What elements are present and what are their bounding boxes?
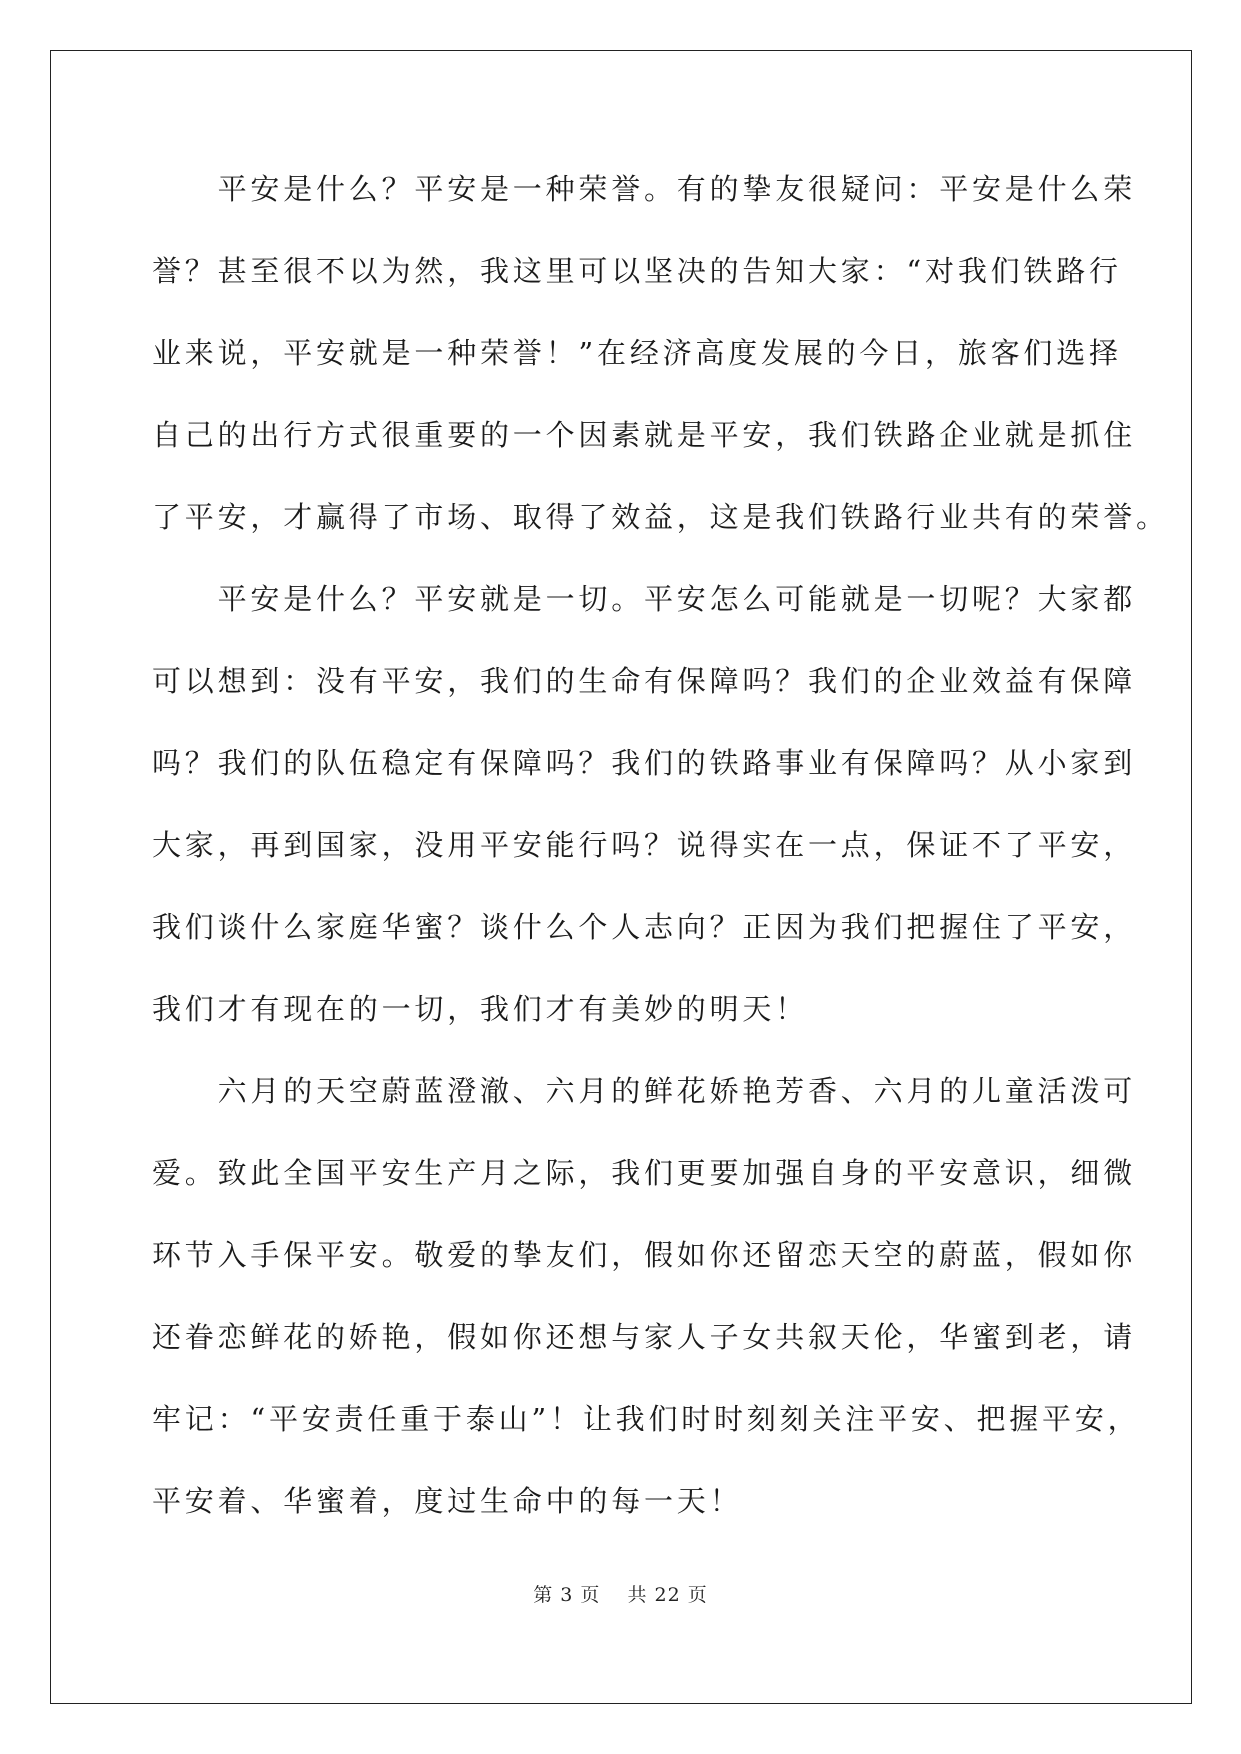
text-line: 平安着、华蜜着，度过生命中的每一天！ bbox=[152, 1484, 743, 1518]
text-line: 还眷恋鲜花的娇艳，假如你还想与家人子女共叙天伦，华蜜到老，请 bbox=[152, 1320, 1137, 1354]
text-line: 平安是什么？平安是一种荣誉。有的挚友很疑问：平安是什么荣 bbox=[152, 172, 1137, 206]
text-line: 平安是什么？平安就是一切。平安怎么可能就是一切呢？大家都 bbox=[152, 582, 1137, 616]
document-body bbox=[152, 160, 1169, 1554]
text-line: 业来说，平安就是一种荣誉！”在经济高度发展的今日，旅客们选择 bbox=[152, 336, 1122, 370]
text-line: 吗？我们的队伍稳定有保障吗？我们的铁路事业有保障吗？从小家到 bbox=[152, 746, 1137, 780]
text-line: 誉？甚至很不以为然，我这里可以坚决的告知大家：“对我们铁路行 bbox=[152, 254, 1122, 288]
text-line: 自己的出行方式很重要的一个因素就是平安，我们铁路企业就是抓住 bbox=[152, 418, 1137, 452]
page-number-footer: 第 3 页 共 22 页 bbox=[533, 1584, 708, 1606]
text-line: 六月的天空蔚蓝澄澈、六月的鲜花娇艳芳香、六月的儿童活泼可 bbox=[152, 1074, 1137, 1108]
text-line: 环节入手保平安。敬爱的挚友们，假如你还留恋天空的蔚蓝，假如你 bbox=[152, 1238, 1137, 1272]
text-line: 大家，再到国家，没用平安能行吗？说得实在一点，保证不了平安， bbox=[152, 828, 1137, 862]
text-line: 我们谈什么家庭华蜜？谈什么个人志向？正因为我们把握住了平安， bbox=[152, 910, 1137, 944]
text-line: 我们才有现在的一切，我们才有美妙的明天！ bbox=[152, 992, 809, 1026]
text-line: 爱。致此全国平安生产月之际，我们更要加强自身的平安意识，细微 bbox=[152, 1156, 1137, 1190]
text-line: 可以想到：没有平安，我们的生命有保障吗？我们的企业效益有保障 bbox=[152, 664, 1137, 698]
text-line: 了平安，才赢得了市场、取得了效益，这是我们铁路行业共有的荣誉。 bbox=[152, 500, 1169, 534]
text-line: 牢记：“平安责任重于泰山”！让我们时时刻刻关注平安、把握平安， bbox=[152, 1402, 1141, 1436]
